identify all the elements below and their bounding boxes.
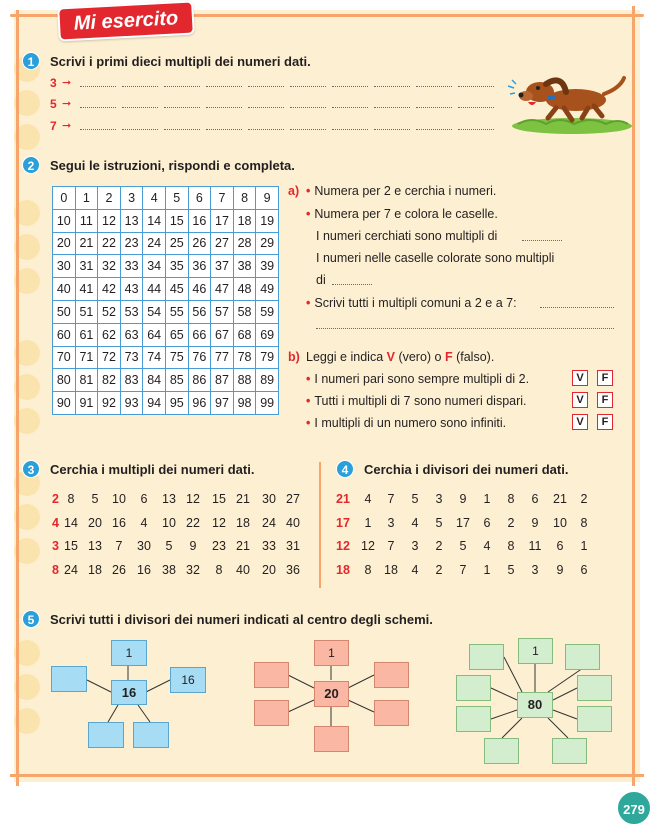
grid-cell[interactable]: 18 — [233, 209, 256, 232]
ex3-rows-value[interactable]: 13 — [162, 492, 176, 506]
grid-cell[interactable]: 89 — [256, 369, 279, 392]
grid-cell[interactable]: 97 — [211, 392, 234, 415]
grid-cell[interactable]: 72 — [98, 346, 121, 369]
ex3-rows-value[interactable]: 5 — [165, 539, 173, 553]
ex4-rows-value[interactable]: 1 — [483, 492, 491, 506]
grid-cell[interactable]: 13 — [120, 209, 143, 232]
arrow-icon: ➞ — [62, 98, 72, 110]
ex4-rows-key: 17 — [336, 515, 350, 530]
ex3-rows-value[interactable]: 8 — [215, 562, 223, 577]
f-box-2[interactable]: F — [597, 392, 613, 408]
ex3-rows-value[interactable]: 32 — [186, 562, 200, 577]
ex4-rows-value[interactable]: 11 — [528, 539, 542, 553]
ex4-rows-value[interactable]: 9 — [556, 562, 564, 577]
arrow-icon: ➞ — [62, 120, 72, 132]
grid-cell[interactable]: 10 — [53, 209, 76, 232]
grid-cell[interactable]: 73 — [120, 346, 143, 369]
grid-cell[interactable]: 46 — [188, 278, 211, 301]
ex3-rows-value[interactable]: 21 — [236, 539, 250, 553]
ex3-rows-value[interactable]: 5 — [91, 492, 99, 506]
exercise-2-badge: 2 — [22, 156, 40, 174]
exercise-1-badge: 1 — [22, 52, 40, 70]
grid-cell[interactable]: 40 — [53, 278, 76, 301]
scheme-20-right-bottom-box[interactable] — [374, 700, 409, 726]
grid-cell[interactable]: 25 — [165, 232, 188, 255]
grid-cell[interactable]: 52 — [98, 300, 121, 323]
scheme-20-center: 20 — [314, 681, 349, 707]
exercise-4-badge: 4 — [336, 460, 354, 478]
grid-cell[interactable]: 90 — [53, 392, 76, 415]
exercise-3-heading: Cerchia i multipli dei numeri dati. — [50, 462, 255, 477]
ex4-rows-value[interactable]: 6 — [556, 539, 564, 553]
scheme-80-mid-left-bottom-box[interactable] — [456, 706, 491, 732]
grid-cell[interactable]: 87 — [211, 369, 234, 392]
page-title: Mi esercito — [73, 7, 179, 35]
grid-cell[interactable]: 93 — [120, 392, 143, 415]
arrow-icon: ➞ — [62, 77, 72, 89]
scheme-16-right-box[interactable]: 16 — [170, 667, 206, 693]
ex3-rows-value[interactable]: 24 — [64, 562, 78, 577]
ex2-a-question-1: I numeri cerchiati sono multipli di — [316, 229, 498, 243]
grid-cell[interactable]: 83 — [120, 369, 143, 392]
ex3-rows-value[interactable]: 30 — [137, 539, 151, 553]
ex3-rows-key: 2 — [52, 492, 59, 506]
grid-cell[interactable]: 15 — [165, 209, 188, 232]
ex3-rows-value[interactable]: 15 — [64, 539, 78, 553]
grid-cell[interactable]: 38 — [233, 255, 256, 278]
page-number-badge: 279 — [616, 790, 652, 826]
ex4-rows-value[interactable]: 6 — [531, 492, 539, 506]
scheme-16-center: 16 — [111, 680, 147, 705]
grid-cell[interactable]: 84 — [143, 369, 166, 392]
grid-cell[interactable]: 55 — [165, 300, 188, 323]
grid-cell[interactable]: 60 — [53, 323, 76, 346]
ex3-rows-value[interactable]: 10 — [162, 515, 176, 530]
ex3-rows-value[interactable]: 7 — [115, 539, 123, 553]
ex4-rows-value[interactable]: 9 — [531, 515, 539, 530]
ex4-rows-value[interactable]: 3 — [411, 539, 419, 553]
ex4-rows-value[interactable]: 5 — [435, 515, 443, 530]
grid-cell[interactable]: 37 — [211, 255, 234, 278]
ex3-rows-value[interactable]: 9 — [189, 539, 197, 553]
ex3-rows-value[interactable]: 40 — [236, 562, 250, 577]
ex3-rows-key: 3 — [52, 539, 59, 553]
ex4-rows-value[interactable]: 5 — [411, 492, 419, 506]
ex3-rows-value[interactable]: 12 — [212, 515, 226, 530]
grid-cell[interactable]: 9 — [256, 187, 279, 210]
exercise-5-badge: 5 — [22, 610, 40, 628]
ex4-rows-value[interactable]: 17 — [456, 515, 470, 530]
ex2-b-statement-2: • Tutti i multipli di 7 sono numeri dispari. — [306, 394, 527, 408]
grid-cell[interactable]: 64 — [143, 323, 166, 346]
grid-cell[interactable]: 24 — [143, 232, 166, 255]
ex3-rows-value[interactable]: 22 — [186, 515, 200, 530]
ex4-rows-value[interactable]: 7 — [387, 539, 395, 553]
grid-cell[interactable]: 79 — [256, 346, 279, 369]
v-box-3[interactable]: V — [572, 414, 588, 430]
ex3-rows-value[interactable]: 4 — [140, 515, 148, 530]
grid-cell[interactable]: 99 — [256, 392, 279, 415]
ex4-rows-value[interactable]: 2 — [435, 539, 443, 553]
grid-cell[interactable]: 71 — [75, 346, 98, 369]
scheme-80-top-right-box[interactable] — [565, 644, 600, 670]
grid-cell[interactable]: 33 — [120, 255, 143, 278]
ex4-rows-value[interactable]: 1 — [580, 539, 588, 553]
grid-cell[interactable]: 91 — [75, 392, 98, 415]
scheme-80-mid-left-top-box[interactable] — [456, 675, 491, 701]
ex4-rows-value[interactable]: 7 — [387, 492, 395, 506]
scheme-80-bottom-left-box[interactable] — [484, 738, 519, 764]
v-box-1[interactable]: V — [572, 370, 588, 386]
ex1-row-3-number: 3 — [50, 76, 57, 90]
ex2-a-instruction-1: • Numera per 2 e cerchia i numeri. — [306, 184, 497, 198]
grid-cell[interactable]: 43 — [120, 278, 143, 301]
ex4-rows-value[interactable]: 6 — [483, 515, 491, 530]
scheme-80-mid-right-top-box[interactable] — [577, 675, 612, 701]
grid-cell[interactable]: 51 — [75, 300, 98, 323]
grid-cell[interactable]: 17 — [211, 209, 234, 232]
grid-cell[interactable]: 86 — [188, 369, 211, 392]
grid-cell[interactable]: 69 — [256, 323, 279, 346]
v-box-2[interactable]: V — [572, 392, 588, 408]
exercise-4-heading: Cerchia i divisori dei numeri dati. — [364, 462, 569, 477]
ex3-rows-value[interactable]: 26 — [112, 562, 126, 577]
f-box-3[interactable]: F — [597, 414, 613, 430]
grid-cell[interactable]: 32 — [98, 255, 121, 278]
grid-cell[interactable]: 16 — [188, 209, 211, 232]
ex4-rows-value[interactable]: 8 — [580, 515, 588, 530]
grid-cell[interactable]: 95 — [165, 392, 188, 415]
grid-cell[interactable]: 8 — [233, 187, 256, 210]
grid-cell[interactable]: 74 — [143, 346, 166, 369]
grid-cell[interactable]: 45 — [165, 278, 188, 301]
grid-cell[interactable]: 49 — [256, 278, 279, 301]
ex1-row-5-number: 5 — [50, 97, 57, 111]
grid-cell[interactable]: 42 — [98, 278, 121, 301]
ex2-b-intro: Leggi e indica V (vero) o F (falso). — [306, 350, 495, 364]
ex3-rows-value[interactable]: 38 — [162, 562, 176, 577]
scheme-20-left-top-box[interactable] — [254, 662, 289, 688]
scheme-20-top-box[interactable]: 1 — [314, 640, 349, 666]
ex4-rows-key: 21 — [336, 492, 350, 506]
grid-cell[interactable]: 22 — [98, 232, 121, 255]
ex4-rows-value[interactable]: 6 — [580, 562, 588, 577]
grid-cell[interactable]: 57 — [211, 300, 234, 323]
ex2-part-b-label: b) — [288, 350, 300, 364]
grid-cell[interactable]: 4 — [143, 187, 166, 210]
grid-cell[interactable]: 12 — [98, 209, 121, 232]
ex3-rows-value[interactable]: 18 — [88, 562, 102, 577]
ex3-rows-value[interactable]: 8 — [67, 492, 75, 506]
grid-cell[interactable]: 41 — [75, 278, 98, 301]
grid-cell[interactable]: 54 — [143, 300, 166, 323]
ex3-rows-value[interactable]: 16 — [112, 515, 126, 530]
grid-cell[interactable]: 6 — [188, 187, 211, 210]
exercise-3-badge: 3 — [22, 460, 40, 478]
f-box-1[interactable]: F — [597, 370, 613, 386]
ex4-rows-value[interactable]: 4 — [483, 539, 491, 553]
scheme-20-left-bottom-box[interactable] — [254, 700, 289, 726]
ex3-rows-value[interactable]: 6 — [140, 492, 148, 506]
ex3-rows-value[interactable]: 12 — [186, 492, 200, 506]
grid-cell[interactable]: 76 — [188, 346, 211, 369]
ex3-rows-key: 4 — [52, 515, 59, 530]
grid-cell[interactable]: 63 — [120, 323, 143, 346]
ex4-rows-value[interactable]: 4 — [364, 492, 372, 506]
scheme-16-left-box[interactable] — [51, 666, 87, 692]
grid-cell[interactable]: 56 — [188, 300, 211, 323]
ex4-rows-value[interactable]: 10 — [553, 515, 567, 530]
ex4-rows-value[interactable]: 8 — [507, 492, 515, 506]
ex3-rows-value[interactable]: 21 — [236, 492, 250, 506]
grid-cell[interactable]: 5 — [165, 187, 188, 210]
ex3-rows-value[interactable]: 18 — [236, 515, 250, 530]
scheme-80-top-box[interactable]: 1 — [518, 638, 553, 664]
ex4-rows-value[interactable]: 21 — [553, 492, 567, 506]
scheme-20-bottom-box[interactable] — [314, 726, 349, 752]
grid-cell[interactable]: 81 — [75, 369, 98, 392]
grid-cell[interactable]: 23 — [120, 232, 143, 255]
ex2-a-question-2-end: di — [316, 273, 326, 287]
scheme-16-top-box[interactable]: 1 — [111, 640, 147, 666]
ex3-rows-value[interactable]: 36 — [286, 562, 300, 577]
grid-cell[interactable]: 65 — [165, 323, 188, 346]
grid-cell[interactable]: 0 — [53, 187, 76, 210]
grid-cell[interactable]: 88 — [233, 369, 256, 392]
ex3-rows-value[interactable]: 24 — [262, 515, 276, 530]
ex2-a-instruction-3: • Scrivi tutti i multipli comuni a 2 e a 7: — [306, 296, 517, 310]
scheme-20-right-top-box[interactable] — [374, 662, 409, 688]
ex4-rows-value[interactable]: 2 — [580, 492, 588, 506]
grid-cell[interactable]: 53 — [120, 300, 143, 323]
grid-cell[interactable]: 96 — [188, 392, 211, 415]
scheme-80-mid-right-bottom-box[interactable] — [577, 706, 612, 732]
scheme-16-bottom-right-box[interactable] — [133, 722, 169, 748]
ex2-part-a-label: a) — [288, 184, 300, 198]
ex3-rows-key: 8 — [52, 562, 59, 577]
ex3-rows-value[interactable]: 33 — [262, 539, 276, 553]
ex4-rows-value[interactable]: 1 — [483, 562, 491, 577]
ex4-rows-value[interactable]: 18 — [384, 562, 398, 577]
ex2-a-question-2: I numeri nelle caselle colorate sono multipli — [316, 251, 555, 265]
ex4-rows-key: 18 — [336, 562, 350, 577]
ex3-rows-value[interactable]: 20 — [88, 515, 102, 530]
grid-cell[interactable]: 21 — [75, 232, 98, 255]
ex4-rows-value[interactable]: 2 — [507, 515, 515, 530]
grid-cell[interactable]: 36 — [188, 255, 211, 278]
grid-cell[interactable]: 27 — [211, 232, 234, 255]
ex3-rows-value[interactable]: 15 — [212, 492, 226, 506]
grid-cell[interactable]: 94 — [143, 392, 166, 415]
grid-cell[interactable]: 19 — [256, 209, 279, 232]
ex2-a-instruction-2: • Numera per 7 e colora le caselle. — [306, 207, 498, 221]
grid-cell[interactable]: 2 — [98, 187, 121, 210]
exercise-2-heading: Segui le istruzioni, rispondi e completa. — [50, 158, 295, 173]
grid-cell[interactable]: 50 — [53, 300, 76, 323]
grid-cell[interactable]: 31 — [75, 255, 98, 278]
grid-cell[interactable]: 98 — [233, 392, 256, 415]
ex2-b-statement-3: • I multipli di un numero sono infiniti. — [306, 416, 507, 430]
grid-cell[interactable]: 30 — [53, 255, 76, 278]
grid-cell[interactable]: 28 — [233, 232, 256, 255]
scheme-80-top-left-box[interactable] — [469, 644, 504, 670]
ex3-rows-value[interactable]: 31 — [286, 539, 300, 553]
scheme-80-bottom-right-box[interactable] — [552, 738, 587, 764]
grid-cell[interactable]: 44 — [143, 278, 166, 301]
grid-cell[interactable]: 3 — [120, 187, 143, 210]
grid-cell[interactable]: 78 — [233, 346, 256, 369]
grid-cell[interactable]: 47 — [211, 278, 234, 301]
grid-cell[interactable]: 62 — [98, 323, 121, 346]
ex4-rows-value[interactable]: 8 — [364, 562, 372, 577]
ex4-rows-value[interactable]: 4 — [411, 515, 419, 530]
grid-cell[interactable]: 39 — [256, 255, 279, 278]
grid-cell[interactable]: 58 — [233, 300, 256, 323]
grid-cell[interactable]: 11 — [75, 209, 98, 232]
grid-cell[interactable]: 29 — [256, 232, 279, 255]
grid-cell[interactable]: 77 — [211, 346, 234, 369]
ex4-rows-value[interactable]: 7 — [459, 562, 467, 577]
ex2-b-statement-1: • I numeri pari sono sempre multipli di 2. — [306, 372, 530, 386]
ex3-rows-value[interactable]: 40 — [286, 515, 300, 530]
grid-cell[interactable]: 26 — [188, 232, 211, 255]
ex4-rows-key: 12 — [336, 539, 350, 553]
ex3-rows-value[interactable]: 30 — [262, 492, 276, 506]
grid-cell[interactable]: 67 — [211, 323, 234, 346]
grid-cell[interactable]: 85 — [165, 369, 188, 392]
grid-cell[interactable]: 1 — [75, 187, 98, 210]
exercise-5-heading: Scrivi tutti i divisori dei numeri indicati al centro degli schemi. — [50, 612, 433, 627]
grid-cell[interactable]: 66 — [188, 323, 211, 346]
ex4-rows-value[interactable]: 3 — [435, 492, 443, 506]
ex4-rows-value[interactable]: 9 — [459, 492, 467, 506]
grid-cell[interactable]: 80 — [53, 369, 76, 392]
ex3-rows-value[interactable]: 20 — [262, 562, 276, 577]
ex4-rows-value[interactable]: 3 — [531, 562, 539, 577]
grid-cell[interactable]: 75 — [165, 346, 188, 369]
ex3-rows-value[interactable]: 14 — [64, 515, 78, 530]
ex4-rows-value[interactable]: 5 — [459, 539, 467, 553]
grid-cell[interactable]: 48 — [233, 278, 256, 301]
scheme-80-center: 80 — [517, 692, 553, 718]
ex4-rows-value[interactable]: 8 — [507, 539, 515, 553]
ex4-rows-value[interactable]: 12 — [361, 539, 375, 553]
ex4-rows-value[interactable]: 4 — [411, 562, 419, 577]
grid-cell[interactable]: 68 — [233, 323, 256, 346]
grid-cell[interactable]: 34 — [143, 255, 166, 278]
grid-cell[interactable]: 20 — [53, 232, 76, 255]
grid-cell[interactable]: 61 — [75, 323, 98, 346]
grid-cell[interactable]: 35 — [165, 255, 188, 278]
exercise-1-heading: Scrivi i primi dieci multipli dei numeri dati. — [50, 54, 311, 69]
ex3-rows-value[interactable]: 13 — [88, 539, 102, 553]
grid-cell[interactable]: 70 — [53, 346, 76, 369]
ex3-rows-value[interactable]: 16 — [137, 562, 151, 577]
ex4-rows-value[interactable]: 3 — [387, 515, 395, 530]
ex3-rows-value[interactable]: 10 — [112, 492, 126, 506]
ex1-row-7-number: 7 — [50, 119, 57, 133]
ex3-rows-value[interactable]: 27 — [286, 492, 300, 506]
grid-cell[interactable]: 92 — [98, 392, 121, 415]
grid-cell[interactable]: 82 — [98, 369, 121, 392]
grid-cell[interactable]: 7 — [211, 187, 234, 210]
ex4-rows-value[interactable]: 1 — [364, 515, 372, 530]
ex4-rows-value[interactable]: 5 — [507, 562, 515, 577]
scheme-16-bottom-left-box[interactable] — [88, 722, 124, 748]
grid-cell[interactable]: 59 — [256, 300, 279, 323]
grid-cell[interactable]: 14 — [143, 209, 166, 232]
ex4-rows-value[interactable]: 2 — [435, 562, 443, 577]
ex3-rows-value[interactable]: 23 — [212, 539, 226, 553]
